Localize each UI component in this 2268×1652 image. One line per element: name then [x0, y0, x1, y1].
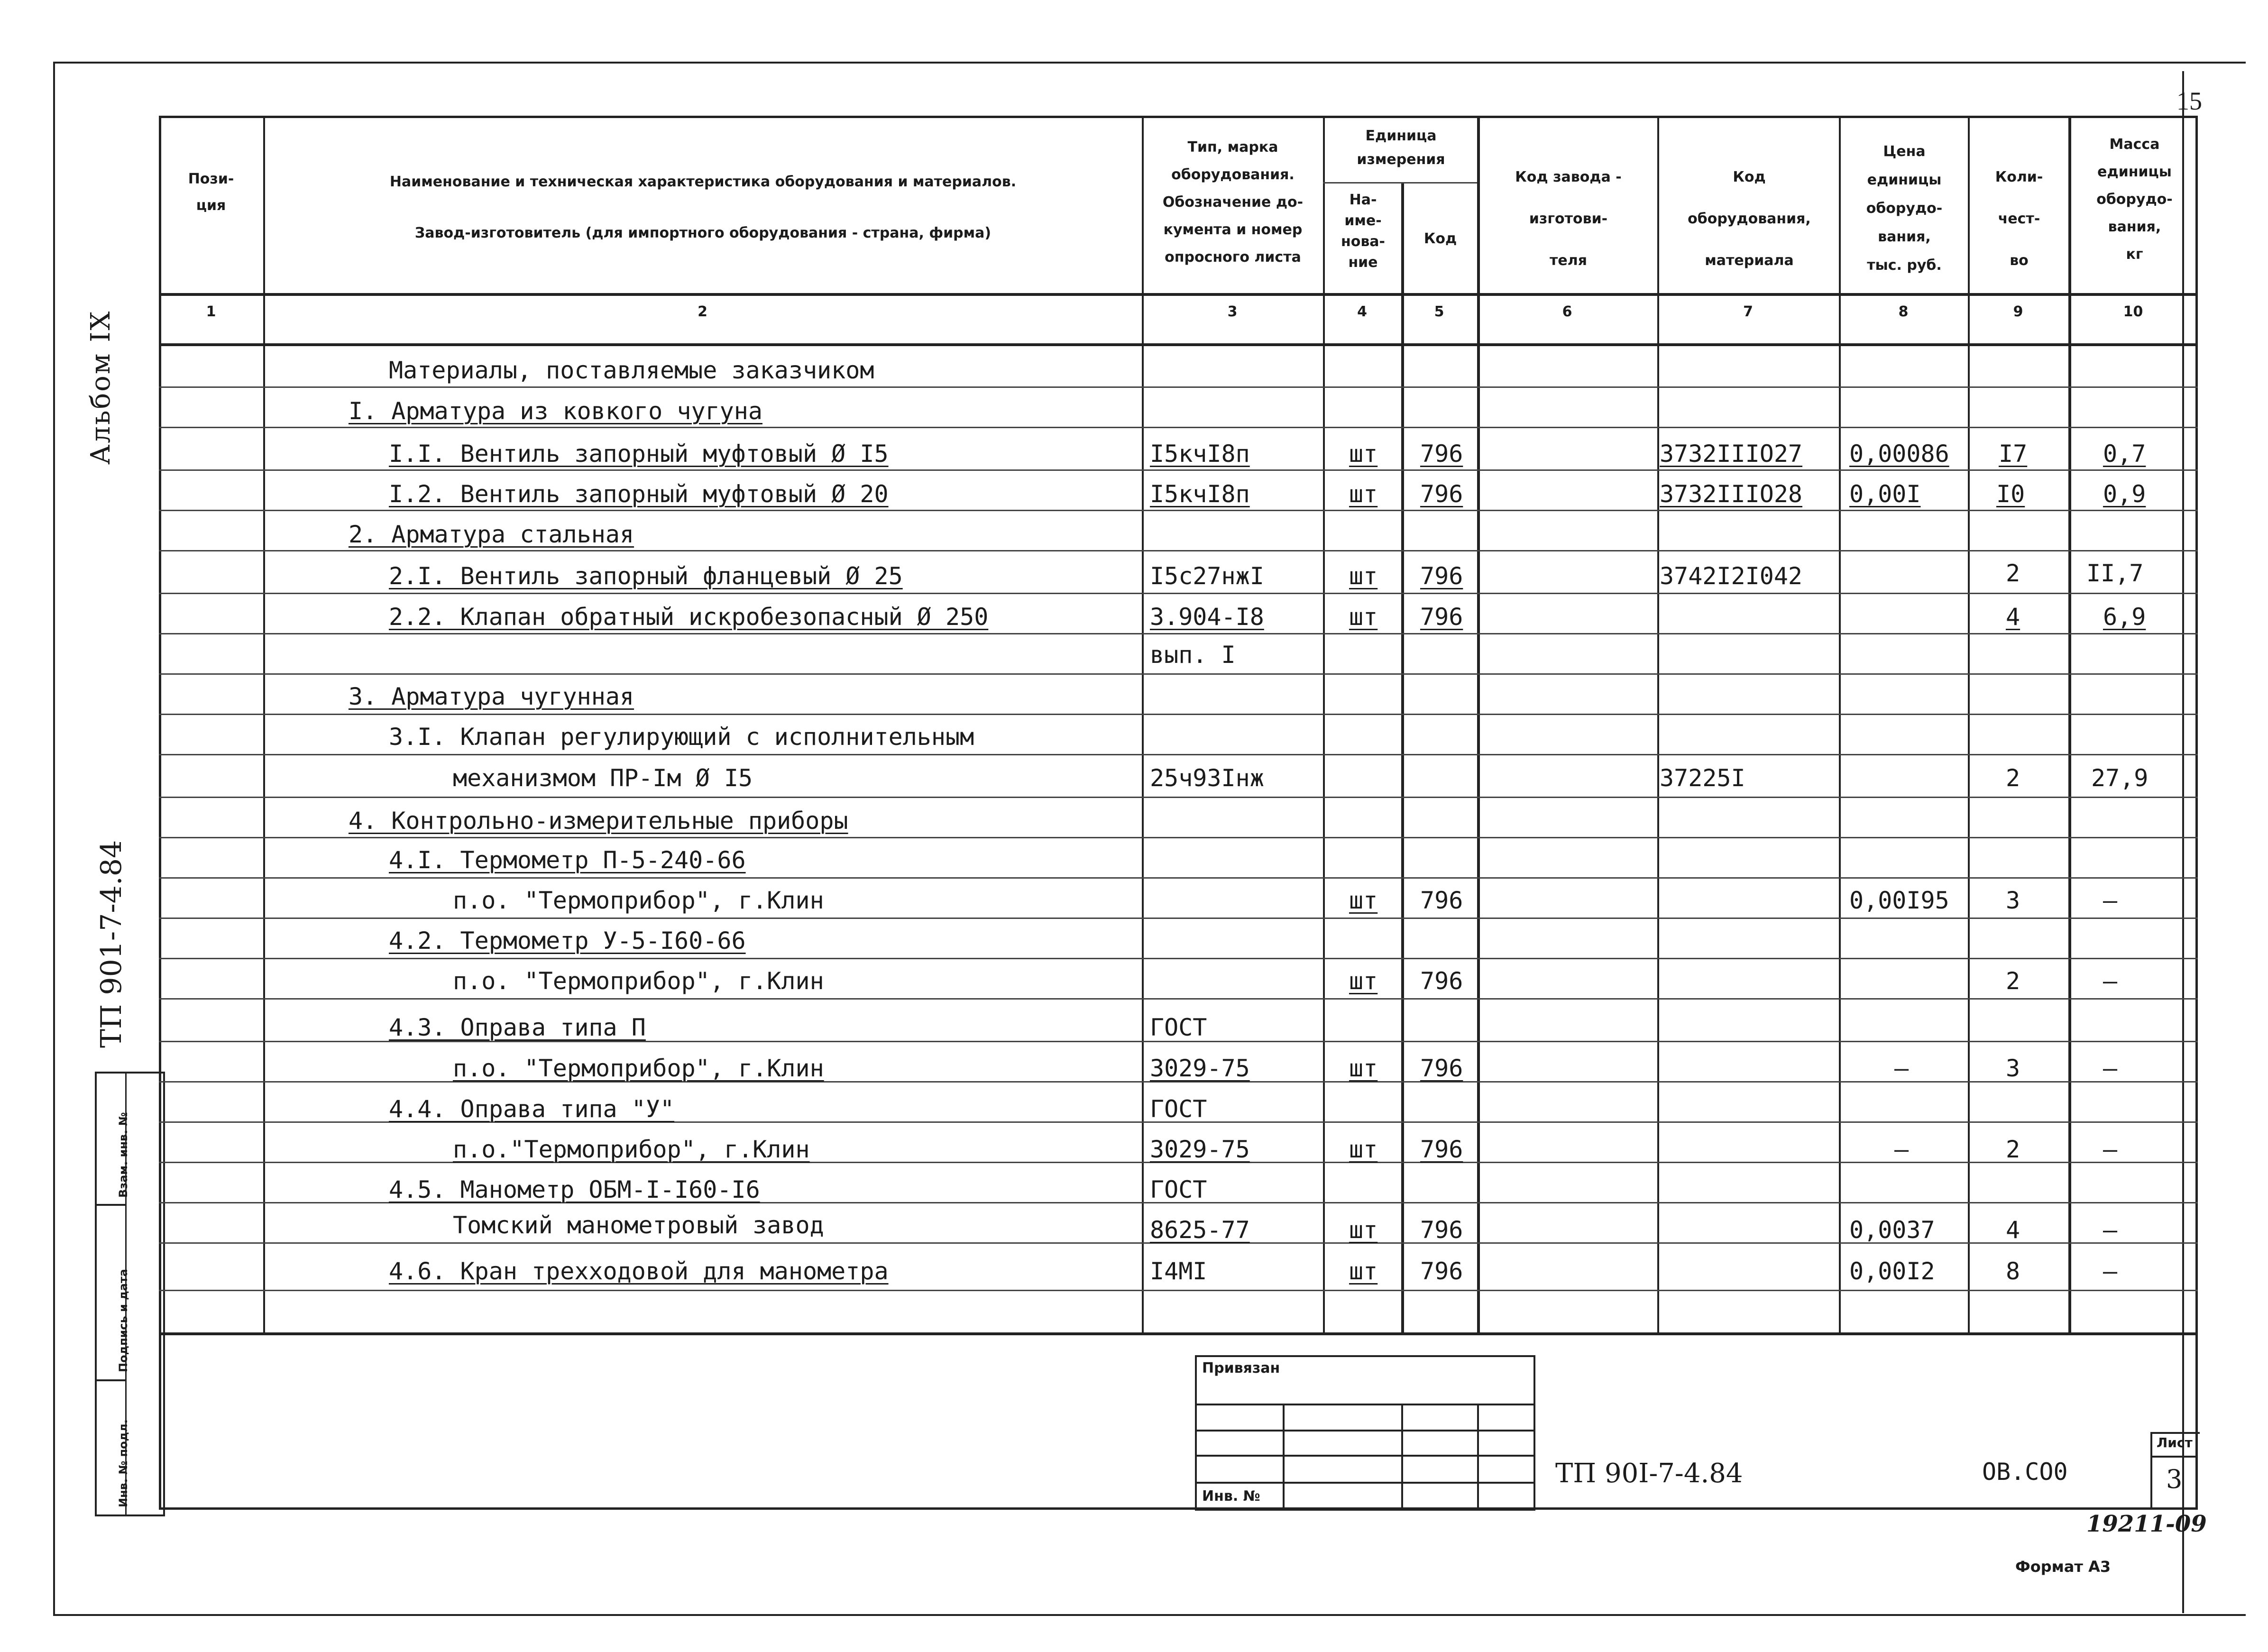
row-line — [159, 427, 2198, 428]
row-type: вып. I — [1150, 641, 1236, 669]
row-name: 4.3. Оправа типа П — [389, 1014, 646, 1041]
row-price: 0,00I2 — [1849, 1257, 1935, 1285]
row-type: I5кчI8п — [1150, 480, 1250, 508]
row-line — [159, 550, 2198, 551]
title-line — [1195, 1430, 1533, 1432]
row-type: 3.904-I8 — [1150, 603, 1264, 631]
row-qty: 2 — [2006, 764, 2020, 792]
row-unit-code: 796 — [1420, 440, 1463, 468]
row-line — [159, 593, 2198, 594]
row-unit: шт — [1349, 480, 1378, 508]
row-qty: I0 — [1996, 480, 2025, 508]
row-unit: шт — [1349, 603, 1378, 631]
row-price: 0,00086 — [1849, 440, 1949, 468]
title-col — [1283, 1404, 1285, 1509]
col-number: 8 — [1898, 303, 1909, 320]
numbering-bottom-line — [159, 343, 2198, 346]
document-code: ТП 90I-7-4.84 — [1555, 1458, 1743, 1489]
row-price: – — [1894, 1055, 1909, 1082]
row-name: 2.2. Клапан обратный искробезопасный Ø 250 — [389, 603, 989, 631]
row-type: 8625-77 — [1150, 1216, 1250, 1244]
row-name: 4. Контрольно-измерительные приборы — [349, 807, 848, 835]
row-unit: шт — [1349, 440, 1378, 468]
row-unit: шт — [1349, 562, 1378, 590]
stamp-label-inv: Инв. № подл. — [117, 1419, 130, 1507]
row-line — [159, 1290, 2198, 1291]
col-divider — [263, 116, 265, 1334]
row-name: п.о. "Термоприбор", г.Клин — [453, 1055, 824, 1082]
row-unit-code: 796 — [1420, 603, 1463, 631]
row-line — [159, 837, 2198, 838]
table-body-bottom-line — [159, 1332, 2198, 1335]
row-qty: 4 — [2006, 1216, 2020, 1244]
inv-label: Инв. № — [1202, 1488, 1260, 1505]
row-material-code: 3732IIIО27 — [1660, 440, 1803, 468]
row-mass: – — [2103, 1257, 2118, 1285]
row-type: 3029-75 — [1150, 1136, 1250, 1163]
col-divider — [1142, 116, 1144, 1334]
row-unit: шт — [1349, 967, 1378, 995]
row-price: – — [1894, 1136, 1909, 1163]
header-type: Тип, марка оборудования. Обозначение до- кумента и номер опросного листа — [1162, 139, 1304, 266]
col-number: 2 — [698, 303, 707, 320]
title-col — [1477, 1404, 1479, 1509]
row-name: 4.5. Манометр ОБМ-I-I60-I6 — [389, 1176, 760, 1203]
row-line — [159, 510, 2198, 511]
attachment-box — [1195, 1355, 1535, 1511]
row-mass: – — [2103, 1136, 2118, 1163]
row-unit-code: 796 — [1420, 562, 1463, 590]
row-price: 0,00I — [1849, 480, 1921, 508]
header-subdivider — [1323, 182, 1477, 184]
col-number: 1 — [206, 303, 216, 320]
row-type: I5кчI8п — [1150, 440, 1250, 468]
row-qty: 2 — [2006, 967, 2020, 995]
row-name: 3. Арматура чугунная — [349, 683, 634, 710]
row-material-code: 3732IIIО28 — [1660, 480, 1803, 508]
row-qty: 2 — [2006, 560, 2020, 587]
album-label: Альбом IX — [85, 310, 116, 465]
row-mass: 0,7 — [2103, 440, 2146, 468]
header-mass: Масса единицы оборудо- вания, кг — [2096, 136, 2173, 263]
side-stamp — [95, 1072, 165, 1516]
row-line — [159, 877, 2198, 879]
row-unit: шт — [1349, 1257, 1378, 1285]
row-line — [159, 633, 2198, 634]
row-name: 2.I. Вентиль запорный фланцевый Ø 25 — [389, 562, 903, 590]
col-divider — [1968, 116, 1970, 1334]
attached-label: Привязан — [1202, 1360, 1280, 1377]
side-document-code: ТП 901-7-4.84 — [95, 840, 128, 1048]
row-unit: шт — [1349, 1136, 1378, 1163]
row-line — [159, 754, 2198, 755]
row-unit-code: 796 — [1420, 1257, 1463, 1285]
row-unit: шт — [1349, 1216, 1378, 1244]
row-name: п.о."Термоприбор", г.Клин — [453, 1136, 810, 1163]
row-line — [159, 998, 2198, 1000]
row-mass: 0,9 — [2103, 480, 2146, 508]
document-mark: ОВ.СО0 — [1982, 1458, 2068, 1486]
sheet-box-line — [2150, 1456, 2198, 1458]
header-plant-code: Код завода - изготови- теля — [1515, 169, 1622, 269]
row-line — [159, 797, 2198, 798]
row-material-code: 37225I — [1660, 764, 1745, 792]
col-number: 5 — [1434, 303, 1444, 320]
row-qty: 3 — [2006, 887, 2020, 914]
row-qty: I7 — [1999, 440, 2028, 468]
row-name: 2. Арматура стальная — [349, 521, 634, 548]
header-position: Пози- ция — [188, 171, 234, 214]
row-unit-code: 796 — [1420, 480, 1463, 508]
header-quantity: Коли- чест- во — [1995, 169, 2043, 269]
col-number: 10 — [2123, 303, 2143, 320]
header-price: Цена единицы оборудо- вания, тыс. руб. — [1866, 143, 1943, 274]
row-material-code: 3742I2I042 — [1660, 562, 1803, 590]
row-unit-code: 796 — [1420, 887, 1463, 914]
row-mass: – — [2103, 967, 2118, 995]
header-unit-code: Код — [1423, 230, 1457, 247]
row-name: механизмом ПР-Iм Ø I5 — [453, 764, 753, 792]
header-name: Наименование и техническая характеристика оборудования и материалов. Завод-изготовитель (для импортного оборудования - страна, фирма) — [389, 174, 1017, 241]
row-line — [159, 386, 2198, 388]
row-mass: 27,9 — [2091, 764, 2149, 792]
row-name: I. Арматура из ковкого чугуна — [349, 397, 762, 425]
row-line — [159, 918, 2198, 919]
title-line — [1195, 1482, 1533, 1484]
row-mass: II,7 — [2086, 560, 2144, 587]
row-line — [159, 958, 2198, 959]
row-name: 3.I. Клапан регулирующий с исполнительным — [389, 723, 974, 751]
row-name: 4.6. Кран трехходовой для манометра — [389, 1257, 889, 1285]
row-mass: – — [2103, 1216, 2118, 1244]
col-number: 7 — [1743, 303, 1753, 320]
row-line — [159, 714, 2198, 715]
title-col — [1401, 1404, 1403, 1509]
row-name: 4.4. Оправа типа "У" — [389, 1095, 675, 1123]
col-divider — [1477, 116, 1480, 1334]
row-name: п.о. "Термоприбор", г.Клин — [453, 887, 824, 914]
col-divider — [2068, 116, 2071, 1334]
row-type: 25ч93Iнж — [1150, 764, 1264, 792]
row-name: I.I. Вентиль запорный муфтовый Ø I5 — [389, 440, 889, 468]
row-type: 3029-75 — [1150, 1055, 1250, 1082]
col-number: 9 — [2013, 303, 2023, 320]
col-number: 3 — [1227, 303, 1238, 320]
title-line — [1195, 1404, 1533, 1405]
col-divider — [1323, 116, 1325, 1334]
row-price: 0,00I95 — [1849, 887, 1949, 914]
stamp-label-swap: Взам. инв. № — [117, 1112, 130, 1198]
row-qty: 2 — [2006, 1136, 2020, 1163]
row-name: I.2. Вентиль запорный муфтовый Ø 20 — [389, 480, 889, 508]
row-mass: – — [2103, 1055, 2118, 1082]
row-type: I4МI — [1150, 1257, 1207, 1285]
sheet-label: Лист — [2157, 1435, 2193, 1450]
row-qty: 4 — [2006, 603, 2020, 631]
header-material-code: Код оборудования, материала — [1688, 169, 1811, 269]
row-mass: – — [2103, 887, 2118, 914]
row-type: ГОСТ — [1150, 1095, 1207, 1123]
row-name: Материалы, поставляемые заказчиком — [389, 357, 874, 384]
row-qty: 8 — [2006, 1257, 2020, 1285]
row-unit-code: 796 — [1420, 967, 1463, 995]
col-divider — [1657, 116, 1659, 1334]
row-qty: 3 — [2006, 1055, 2020, 1082]
row-unit-code: 796 — [1420, 1136, 1463, 1163]
row-line — [159, 673, 2198, 675]
row-name: 4.I. Термометр П-5-240-66 — [389, 846, 746, 874]
col-number: 4 — [1357, 303, 1367, 320]
title-line — [1195, 1455, 1533, 1457]
header-bottom-line — [159, 293, 2198, 296]
row-type: ГОСТ — [1150, 1014, 1207, 1041]
row-type: I5с27нжI — [1150, 562, 1264, 590]
row-mass: 6,9 — [2103, 603, 2146, 631]
format-label: Формат А3 — [2015, 1558, 2111, 1576]
sheet-value: 3 — [2166, 1464, 2183, 1494]
row-line — [159, 469, 2198, 471]
row-unit: шт — [1349, 887, 1378, 914]
col-divider — [1839, 116, 1841, 1334]
row-name: Томский манометровый завод — [453, 1211, 824, 1239]
row-unit-code: 796 — [1420, 1216, 1463, 1244]
row-unit: шт — [1349, 1055, 1378, 1082]
header-unit: Единица измерения — [1357, 128, 1445, 168]
row-name: п.о. "Термоприбор", г.Клин — [453, 967, 824, 995]
row-name: 4.2. Термометр У-5-I60-66 — [389, 927, 746, 954]
col-number: 6 — [1562, 303, 1572, 320]
handwritten-number: 19211-09 — [2086, 1511, 2207, 1537]
row-type: ГОСТ — [1150, 1176, 1207, 1203]
stamp-label-sign: Подпись и дата — [117, 1269, 130, 1372]
row-price: 0,0037 — [1849, 1216, 1935, 1244]
page-number: 15 — [2176, 87, 2202, 115]
header-unit-name: На- име- нова- ние — [1341, 192, 1386, 271]
row-unit-code: 796 — [1420, 1055, 1463, 1082]
